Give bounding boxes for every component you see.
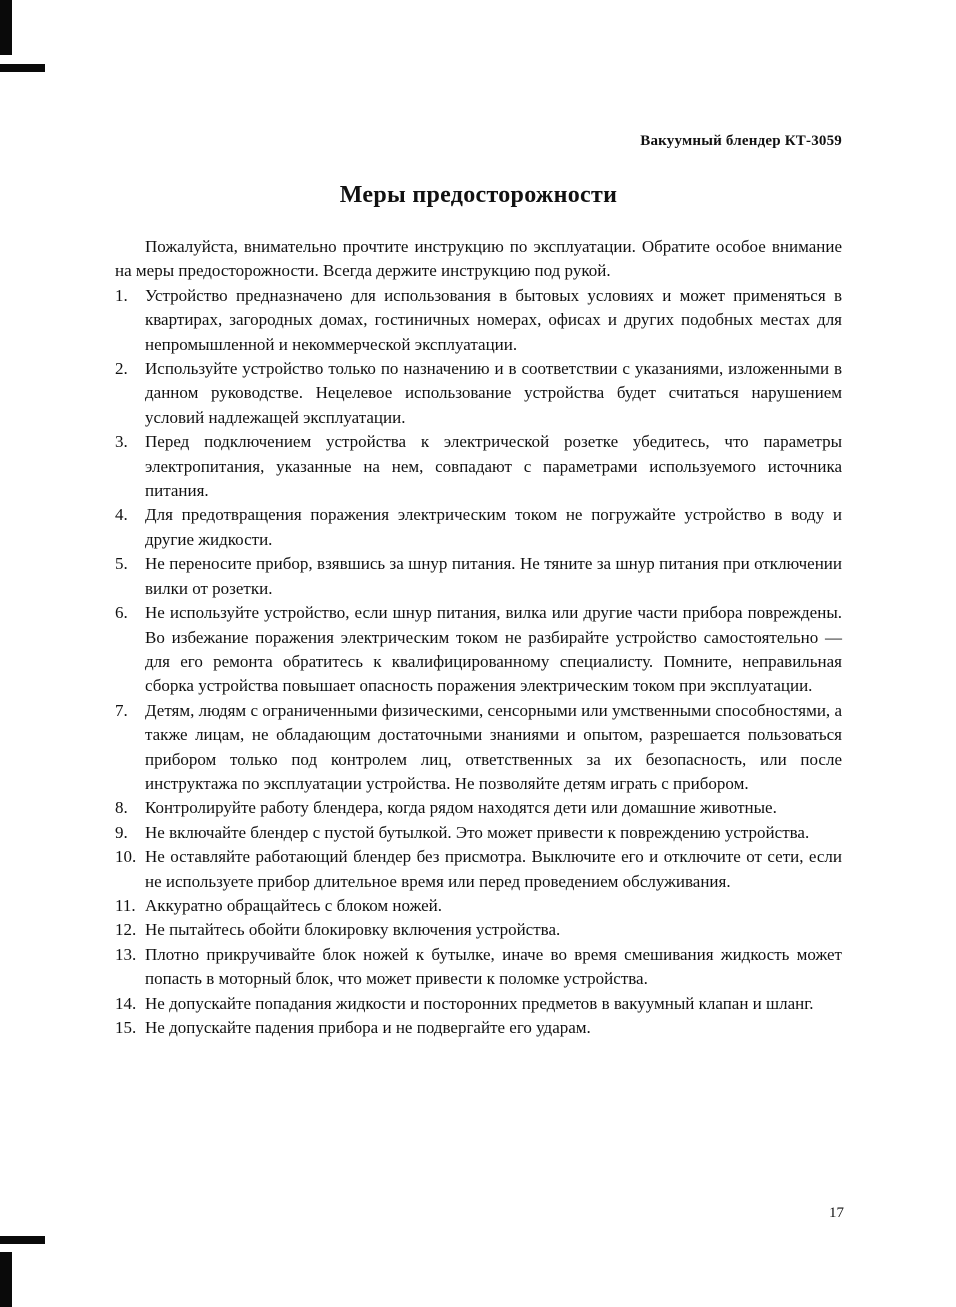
list-item-text: Аккуратно обращайтесь с блоком ножей. [145,895,442,915]
list-item-text: Не используйте устройство, если шнур питания, вилка или другие части прибора повреждены. Во избежание поражения электрическим током не разбирайте устройство самостоятельно — для его ремонта обратитесь к квалифицированному специалисту. Помните, неправильная сборка устройства повышает опасность поражения электрическим током при эксплуатации. [145,603,842,696]
list-item [115,821,842,845]
list-item-text: Для предотвращения поражения электрическим током не погружайте устройство в воду и другие жидкости. [145,505,842,549]
list-item [115,699,842,797]
list-item [115,918,842,942]
list-item [115,992,842,1016]
list-item-number: 15. [115,1018,137,1037]
list-item [115,943,842,992]
list-item-text: Устройство предназначено для использования в бытовых условиях и может применяться в квартирах, загородных домах, гостиничных номерах, офисах и других подобных местах для непромышленной и некоммерческой эксплуатации. [145,285,842,354]
list-item-number: 6. [115,603,128,623]
list-item [115,357,842,430]
list-item [115,1016,842,1040]
intro-paragraph: Пожалуйста, внимательно прочтите инструкцию по эксплуатации. Обратите особое внимание на меры предосторожности. Всегда держите инструкцию под рукой. [115,237,842,281]
list-item-number: 4. [115,505,128,525]
list-item-text: Перед подключением устройства к электрической розетке убедитесь, что параметры электропитания, указанные на нем, совпадают с параметрами используемого источника питания. [145,432,842,501]
list-item-text: Не пытайтесь обойти блокировку включения устройства. [145,920,561,940]
list-item [115,552,842,601]
precautions-list [115,284,842,1041]
list-item-number: 7. [115,700,128,720]
list-item-number: 13. [115,944,137,964]
crop-mark-top-left [0,64,45,72]
list-item-text: Плотно прикручивайте блок ножей к бутылке, иначе во время смешивания жидкость может попасть в моторный блок, что может привести к поломке устройства. [145,944,842,989]
list-item-text: Используйте устройство только по назначению и в соответствии с указаниями, изложенными в данном руководстве. Нецелевое использование устройства будет считаться нарушением условий надлежащей эксплуатации. [145,359,842,427]
page-title: Меры предосторожности [339,182,618,208]
list-item-text: Не оставляйте работающий блендер без присмотра. Выключите его и отключите от сети, если не используете прибор длительное время или перед проведением обслуживания. [145,847,842,891]
list-item [115,430,842,503]
list-item [115,503,842,552]
list-item-text: Не переносите прибор, взявшись за шнур питания. Не тяните за шнур питания при отключении вилки от розетки. [145,554,842,598]
page-number: 17 [829,1205,844,1221]
list-item-text: Контролируйте работу блендера, когда рядом находятся дети или домашние животные. [145,798,777,818]
list-item-number: 11. [115,895,136,915]
binding-mark-top-bar [0,0,12,55]
page-content [115,0,842,1040]
list-item-text: Не допускайте попадания жидкости и посторонних предметов в вакуумный клапан и шланг. [145,993,814,1013]
list-item-text: Не допускайте падения прибора и не подвергайте его ударам. [145,1018,591,1037]
list-item [115,601,842,699]
list-item-number: 12. [115,920,137,940]
list-item [115,894,842,918]
crop-mark-bottom-left [0,1236,45,1244]
list-item [115,845,842,894]
list-item-number: 8. [115,798,128,818]
list-item [115,796,842,820]
list-item-text: Не включайте блендер с пустой бутылкой. Это может привести к повреждению устройства. [145,822,810,842]
list-item [115,284,842,357]
list-item-number: 9. [115,822,128,842]
list-item-number: 10. [115,847,137,867]
list-item-number: 2. [115,359,128,379]
list-item-number: 14. [115,993,137,1013]
list-item-number: 3. [115,432,128,452]
list-item-number: 5. [115,554,128,574]
running-header: Вакуумный блендер КТ-3059 [640,133,842,149]
list-item-number: 1. [115,285,128,305]
binding-mark-bottom-bar [0,1252,12,1307]
list-item-text: Детям, людям с ограниченными физическими, сенсорными или умственными способностями, а также лицам, не обладающим достаточными знаниями и опытом, разрешается пользоваться прибором только под контролем лиц, ответственных за их безопасность, или после инструктажа по эксплуатации устройства. Не позволяйте детям играть с прибором. [145,700,842,793]
